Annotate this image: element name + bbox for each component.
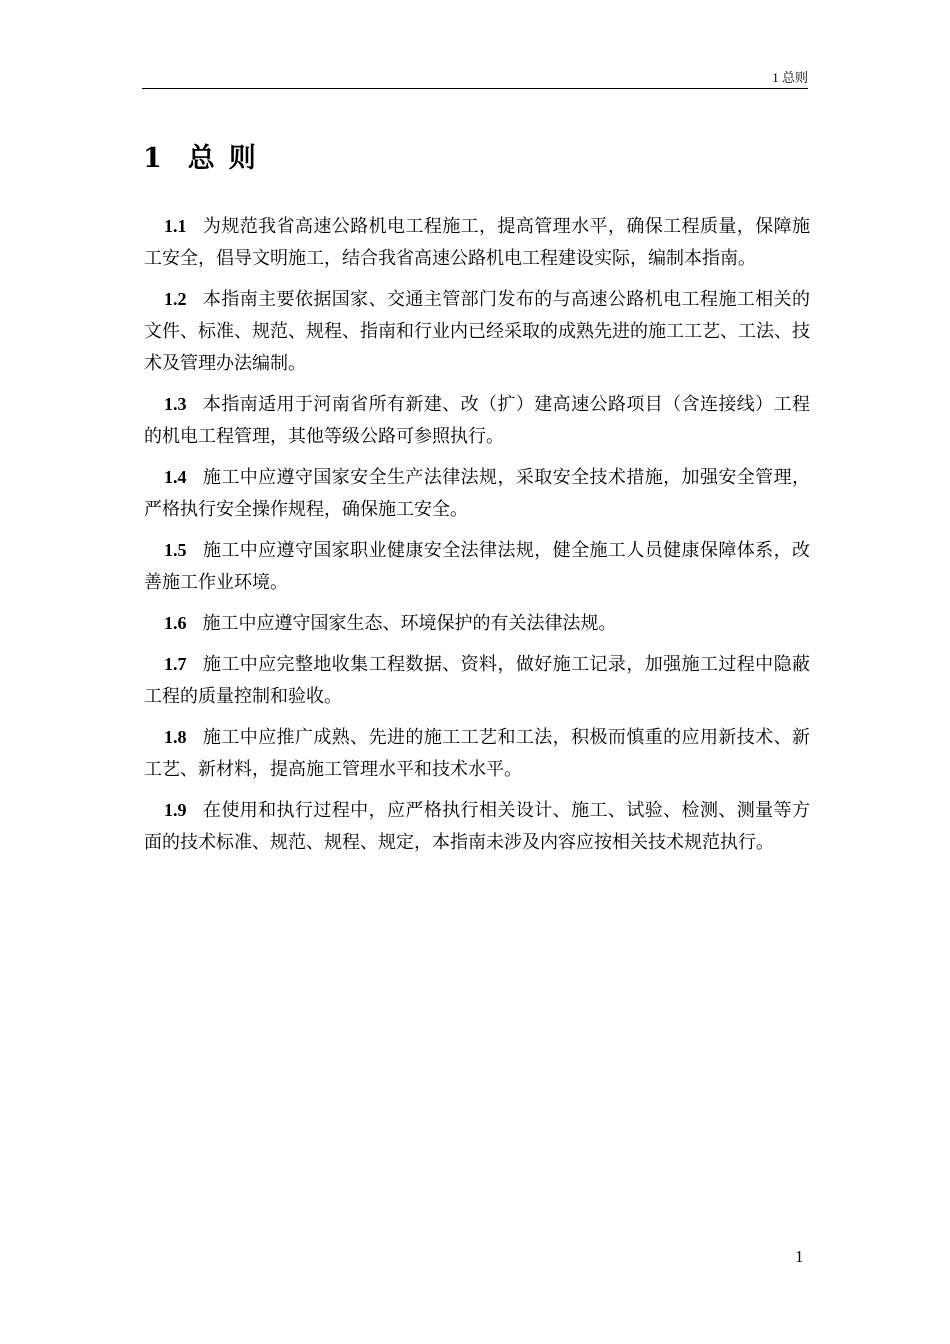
- clause-1-2: [144, 283, 810, 380]
- clause-text: 本指南适用于河南省所有新建、改（扩）建高速公路项目（含连接线）工程的机电工程管理，其他等级公路可参照执行。: [144, 394, 810, 447]
- clause-1-3: [144, 388, 810, 453]
- running-header: 1 总则: [142, 70, 808, 89]
- clause-text: 为规范我省高速公路机电工程施工，提高管理水平，确保工程质量，保障施工安全，倡导文明施工，结合我省高速公路机电工程建设实际，编制本指南。: [144, 216, 810, 269]
- clause-number: 1.7: [164, 654, 187, 674]
- clause-1-5: [144, 534, 810, 599]
- clause-number: 1.2: [164, 289, 187, 309]
- clause-number: 1.9: [164, 800, 187, 820]
- clause-text: 施工中应遵守国家生态、环境保护的有关法律法规。: [202, 613, 617, 634]
- clause-1-8: [144, 721, 810, 786]
- chapter-title-text: 总则: [187, 143, 270, 174]
- chapter-number: 1: [143, 143, 162, 174]
- clause-text: 本指南主要依据国家、交通主管部门发布的与高速公路机电工程施工相关的文件、标准、规范、规程、指南和行业内已经采取的成熟先进的施工工艺、工法、技术及管理办法编制。: [144, 289, 810, 374]
- clause-number: 1.1: [164, 216, 187, 236]
- body-text: [144, 210, 810, 867]
- clause-number: 1.3: [164, 394, 187, 414]
- clause-1-1: [144, 210, 810, 275]
- clause-1-9: [144, 794, 810, 859]
- clause-number: 1.6: [164, 613, 187, 633]
- clause-number: 1.5: [164, 540, 187, 560]
- clause-text: 施工中应遵守国家职业健康安全法律法规，健全施工人员健康保障体系，改善施工作业环境。: [144, 540, 810, 593]
- clause-text: 施工中应推广成熟、先进的施工工艺和工法，积极而慎重的应用新技术、新工艺、新材料，提高施工管理水平和技术水平。: [144, 727, 810, 780]
- clause-1-6: [144, 607, 810, 640]
- page-number: 1: [795, 1247, 804, 1266]
- clause-text: 施工中应完整地收集工程数据、资料，做好施工记录，加强施工过程中隐蔽工程的质量控制和验收。: [144, 654, 810, 707]
- clause-1-4: [144, 461, 810, 526]
- clause-number: 1.4: [164, 467, 187, 487]
- chapter-title: [143, 140, 270, 178]
- clause-1-7: [144, 648, 810, 713]
- clause-text: 在使用和执行过程中，应严格执行相关设计、施工、试验、检测、测量等方面的技术标准、规范、规程、规定，本指南未涉及内容应按相关技术规范执行。: [144, 800, 810, 853]
- clause-number: 1.8: [164, 727, 187, 747]
- clause-text: 施工中应遵守国家安全生产法律法规，采取安全技术措施，加强安全管理，严格执行安全操作规程，确保施工安全。: [144, 467, 810, 520]
